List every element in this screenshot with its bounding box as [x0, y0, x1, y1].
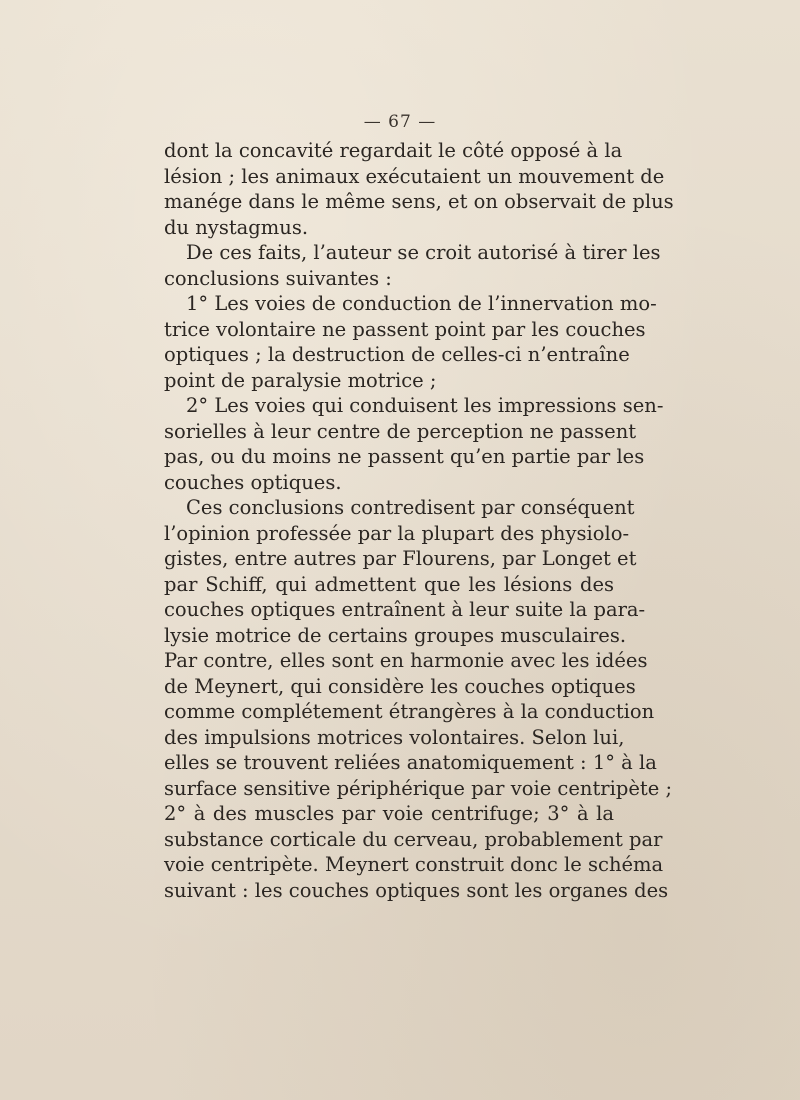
body-text: [164, 138, 674, 903]
page-number: — 67 —: [363, 112, 437, 132]
text-line: trice volontaire ne passent point par les couches: [164, 317, 646, 341]
text-line: voie centripète. Meynert construit donc le schéma: [164, 853, 664, 876]
text-line: couches optiques.: [164, 470, 342, 494]
text-line: 1° Les voies de conduction de l’innervation mo-: [186, 292, 657, 315]
text-line: conclusions suivantes :: [164, 266, 392, 290]
text-line: manége dans le même sens, et on observait de plus: [164, 190, 674, 213]
text-line: De ces faits, l’auteur se croit autorisé à tirer les: [186, 241, 661, 264]
text-line: de Meynert, qui considère les couches optiques: [164, 674, 636, 698]
text-line: 2° Les voies qui conduisent les impressions sen-: [186, 394, 664, 417]
text-line: elles se trouvent reliées anatomiquement : 1° à la: [164, 751, 657, 774]
text-line: substance corticale du cerveau, probablement par: [164, 827, 663, 851]
text-line: point de paralysie motrice ;: [164, 368, 437, 392]
text-line: optiques ; la destruction de celles-ci n’entraîne: [164, 343, 630, 366]
text-line: Ces conclusions contredisent par conséquent: [186, 496, 635, 519]
text-line: dont la concavité regardait le côté opposé à la: [164, 139, 623, 162]
text-line: des impulsions motrices volontaires. Selon lui,: [164, 725, 625, 749]
text-line: l’opinion professée par la plupart des physiolo-: [164, 521, 630, 545]
text-line: lysie motrice de certains groupes musculaires.: [164, 623, 627, 647]
text-line: surface sensitive périphérique par voie centripète ;: [164, 776, 673, 800]
text-line: pas, ou du moins ne passent qu’en partie par les: [164, 445, 645, 468]
text-line: par Schiff, qui admettent que les lésions des: [164, 572, 614, 596]
text-line: suivant : les couches optiques sont les organes des: [164, 878, 669, 902]
text-line: 2° à des muscles par voie centrifuge; 3° à la: [164, 802, 614, 825]
text-line: Par contre, elles sont en harmonie avec les idées: [164, 649, 648, 672]
text-line: comme complétement étrangères à la conduction: [164, 700, 655, 723]
text-line: lésion ; les animaux exécutaient un mouvement de: [164, 164, 665, 188]
text-line: du nystagmus.: [164, 215, 309, 239]
text-line: sorielles à leur centre de perception ne passent: [164, 419, 637, 443]
text-line: gistes, entre autres par Flourens, par Longet et: [164, 547, 637, 570]
text-line: couches optiques entraînent à leur suite la para-: [164, 598, 646, 621]
